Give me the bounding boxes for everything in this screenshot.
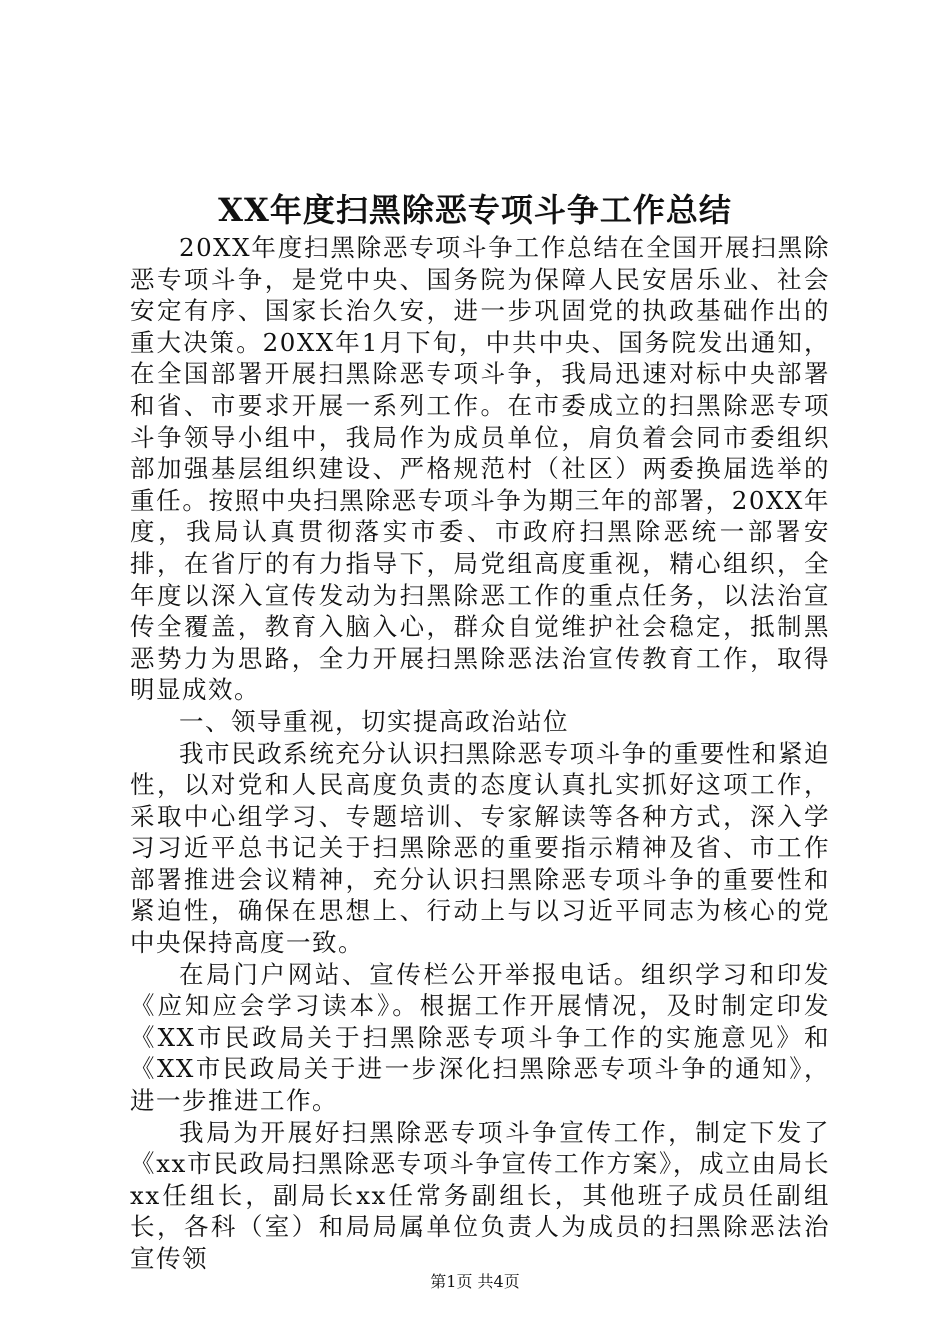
paragraph-intro: 20XX年度扫黑除恶专项斗争工作总结在全国开展扫黑除恶专项斗争，是党中央、国务院为保障人民安居乐业、社会安定有序、国家长治久安，进一步巩固党的执政基础作出的重大决策。20XX年1月下旬，中共中央、国务院发出通知，在全国部署开展扫黑除恶专项斗争，我局迅速对标中央部署和省、市要求开展一系列工作。在市委成立的扫黑除恶专项斗争领导小组中，我局作为成员单位，肩负着会同市委组织部加强基层组织建设、严格规范村（社区）两委换届选举的重任。按照中央扫黑除恶专项斗争为期三年的部署，20XX年度，我局认真贯彻落实市委、市政府扫黑除恶统一部署安排，在省厅的有力指导下，局党组高度重视，精心组织，全年度以深入宣传发动为扫黑除恶工作的重点任务，以法治宣传全覆盖，教育入脑入心，群众自觉维护社会稳定，抵制黑恶势力为思路，全力开展扫黑除恶法治宣传教育工作，取得明显成效。 <box>130 233 830 705</box>
page-number-footer: 第1页 共4页 <box>430 1272 520 1291</box>
paragraph-publicity: 我局为开展好扫黑除恶专项斗争宣传工作，制定下发了《xx市民政局扫黑除恶专项斗争宣传工作方案》，成立由局长xx任组长，副局长xx任常务副组长，其他班子成员任副组长，各科（室）和局局属单位负责人为成员的扫黑除恶法治宣传领 <box>130 1117 830 1273</box>
document-title: XX年度扫黑除恶专项斗争工作总结 <box>218 191 732 229</box>
section-heading-1: 一、领导重视，切实提高政治站位 <box>179 706 569 736</box>
document-body <box>130 232 830 1275</box>
paragraph-reporting: 在局门户网站、宣传栏公开举报电话。组织学习和印发《应知应会学习读本》。根据工作开展情况，及时制定印发《XX市民政局关于扫黑除恶专项斗争工作的实施意见》和《XX市民政局关于进一步深化扫黑除恶专项斗争的通知》，进一步推进工作。 <box>130 959 830 1116</box>
paragraph-leadership: 我市民政系统充分认识扫黑除恶专项斗争的重要性和紧迫性，以对党和人民高度负责的态度认真扎实抓好这项工作，采取中心组学习、专题培训、专家解读等各种方式，深入学习习近平总书记关于扫黑除恶的重要指示精神及省、市工作部署推进会议精神，充分认识扫黑除恶专项斗争的重要性和紧迫性，确保在思想上、行动上与以习近平同志为核心的党中央保持高度一致。 <box>130 738 830 958</box>
